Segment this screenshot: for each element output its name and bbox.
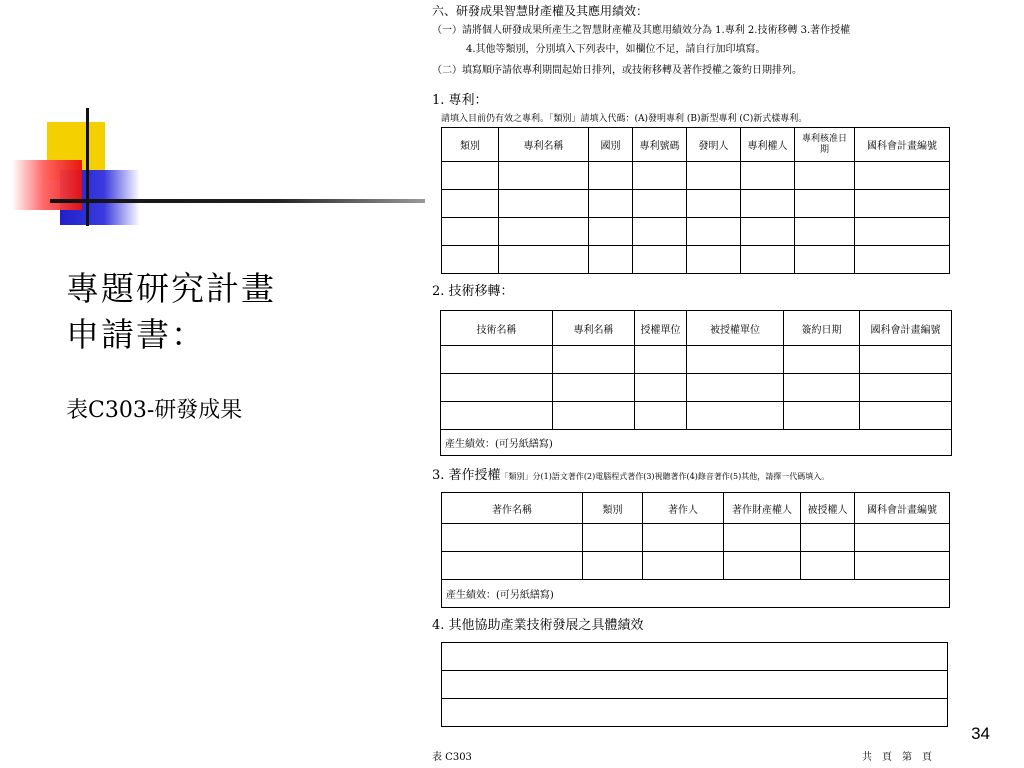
table-row (442, 552, 950, 580)
patent-col-header: 專利權人 (741, 128, 795, 162)
table-row (442, 218, 950, 246)
table-row (442, 643, 948, 671)
copyright-col-header: 被授權人 (801, 493, 855, 524)
tech-col-header: 被授權單位 (687, 311, 784, 346)
section-copyright-title: 3. 著作授權 (432, 468, 501, 483)
table-row (442, 162, 950, 190)
slide-title-line2: 申請書： (66, 315, 206, 354)
tech-transfer-table (440, 310, 952, 456)
copyright-col-header: 著作人 (643, 493, 724, 524)
table-row (442, 190, 950, 218)
tech-transfer-note: 產生績效：(可另紙繕寫) (441, 430, 952, 456)
section-tech-transfer-title: 2. 技術移轉： (432, 284, 514, 299)
patent-col-header: 類別 (442, 128, 499, 162)
decor-horizontal-line (50, 199, 425, 203)
other-table (441, 642, 948, 727)
copyright-col-header: 國科會計畫編號 (855, 493, 950, 524)
copyright-col-header: 著作財產權人 (724, 493, 801, 524)
doc-instruction-1b: 4.其他等類別，分別填入下列表中，如欄位不足，請自行加印填寫。 (466, 44, 766, 55)
doc-footer-right: 共 頁 第 頁 (862, 752, 932, 763)
table-row (442, 246, 950, 274)
patent-col-header: 專利核准日 期 (795, 128, 855, 162)
patent-col-header: 國科會計畫編號 (855, 128, 950, 162)
tech-col-header: 專利名稱 (553, 311, 635, 346)
patent-col-header: 發明人 (687, 128, 741, 162)
tech-col-header: 國科會計畫編號 (860, 311, 952, 346)
table-row (441, 402, 952, 430)
decor-vertical-line (86, 108, 89, 226)
table-row (441, 346, 952, 374)
tech-col-header: 技術名稱 (441, 311, 553, 346)
table-row (442, 671, 948, 699)
section-patent-title: 1. 專利： (432, 93, 488, 108)
copyright-col-header: 著作名稱 (442, 493, 583, 524)
patent-table (441, 127, 950, 274)
tech-col-header: 授權單位 (635, 311, 687, 346)
section-copyright-note: 「類別」分(1)語文著作(2)電腦程式著作(3)視聽著作(4)錄音著作(5)其他，請擇一代碼填入。 (500, 472, 830, 481)
slide-subtitle: 表C303-研發成果 (66, 398, 243, 423)
copyright-col-header: 類別 (583, 493, 643, 524)
copyright-table (441, 492, 950, 608)
table-row (442, 524, 950, 552)
page-number: 34 (971, 724, 990, 743)
table-row (442, 699, 948, 727)
section-copyright-header (432, 469, 829, 484)
patent-col-header: 專利號碼 (633, 128, 687, 162)
patent-col-header: 專利名稱 (499, 128, 589, 162)
patent-col-header: 國別 (589, 128, 633, 162)
copyright-note: 產生績效：(可另紙繕寫) (442, 580, 950, 608)
slide-title-line1: 專題研究計畫 (66, 269, 276, 308)
tech-col-header: 簽約日期 (784, 311, 860, 346)
doc-instruction-2: （二）填寫順序請依專利期間起始日排列，或技術移轉及著作授權之簽約日期排列。 (432, 65, 802, 76)
doc-footer-left: 表 C303 (432, 752, 472, 763)
slide-title (66, 266, 276, 358)
doc-heading: 六、研發成果智慧財產權及其應用績效： (432, 4, 649, 18)
doc-instruction-1: （一）請將個人研發成果所產生之智慧財產權及其應用績效分為 1.專利 2.技術移轉 3.著作授權 (432, 25, 851, 36)
table-row (441, 374, 952, 402)
section-other-title: 4. 其他協助產業技術發展之具體績效 (432, 618, 644, 633)
section-patent-note: 請填入目前仍有效之專利。「類別」請填入代碼：(A)發明專利 (B)新型專利 (C)新式樣專利。 (441, 114, 808, 124)
